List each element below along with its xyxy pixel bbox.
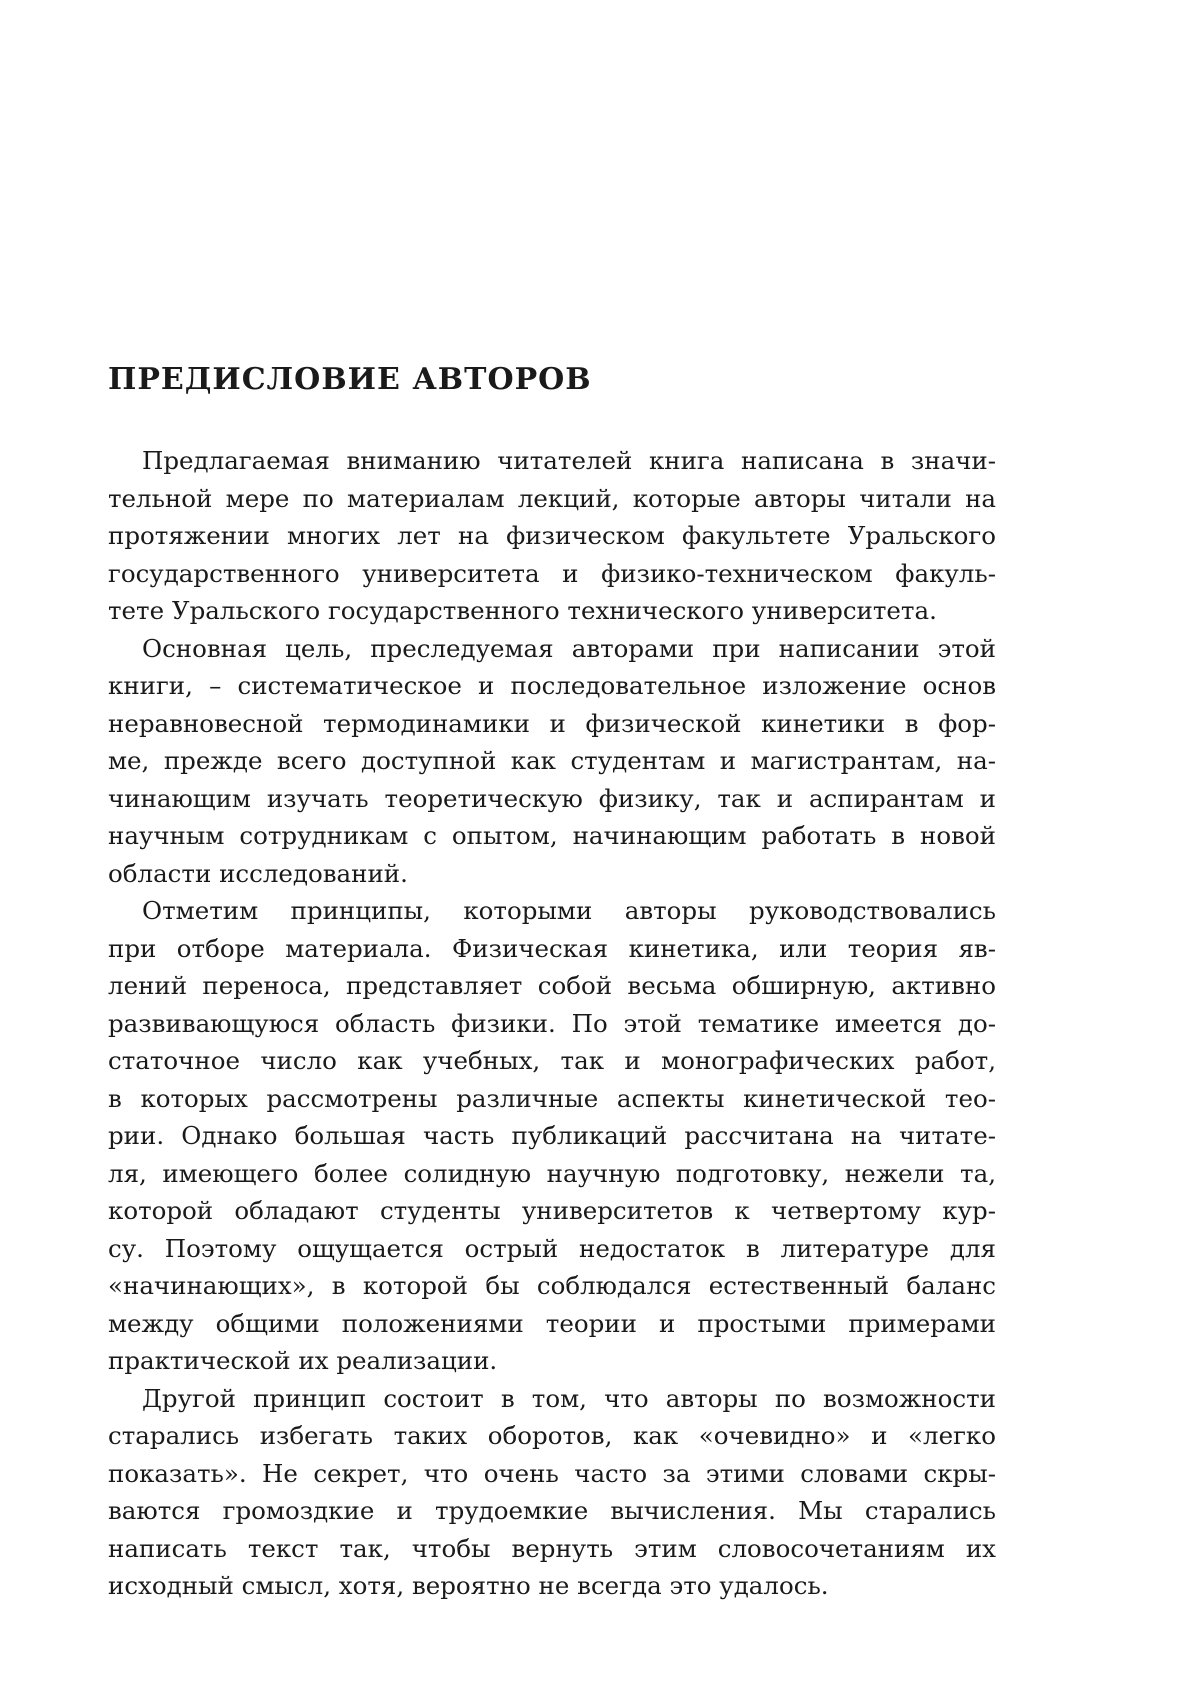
text-line: которой обладают студенты университетов к четвертому кур- (108, 1196, 996, 1225)
text-line: су. Поэтому ощущается острый недостаток в литературе для (108, 1233, 996, 1263)
body-text (108, 442, 996, 1605)
text-line: в которых рассмотрены различные аспекты кинетической тео- (108, 1083, 996, 1113)
text-line: исходный смысл, хотя, вероятно не всегда это удалось. (108, 1571, 829, 1600)
paragraph (108, 630, 996, 893)
text-line: Другой принцип состоит в том, что авторы по возможности (142, 1383, 996, 1413)
text-line: тельной мере по материалам лекций, которые авторы читали на (108, 483, 996, 513)
text-line: области исследований. (108, 858, 408, 888)
paragraph (108, 892, 996, 1380)
text-line: тете Уральского государственного технического университета. (108, 596, 937, 625)
text-line: государственного университета и физико-техническом факуль- (108, 558, 996, 588)
text-line: неравновесной термодинамики и физической кинетики в фор- (108, 708, 996, 738)
text-line: ме, прежде всего доступной как студентам и магистрантам, на- (108, 746, 996, 775)
text-line: показать». Не секрет, что очень часто за этими словами скры- (108, 1458, 996, 1488)
text-line: чинающим изучать теоретическую физику, так и аспирантам и (108, 783, 996, 813)
text-line: протяжении многих лет на физическом факультете Уральского (108, 521, 996, 550)
text-line: «начинающих», в которой бы соблюдался естественный баланс (108, 1271, 996, 1300)
text-line: Основная цель, преследуемая авторами при написании этой (142, 633, 996, 663)
text-line: ля, имеющего более солидную научную подготовку, нежели та, (108, 1158, 996, 1188)
page-content (108, 362, 996, 1605)
text-line: Предлагаемая вниманию читателей книга написана в значи- (142, 446, 996, 475)
text-line: лений переноса, представляет собой весьма обширную, активно (108, 971, 996, 1000)
page-title: ПРЕДИСЛОВИЕ АВТОРОВ (108, 362, 592, 397)
paragraph (108, 442, 996, 630)
text-line: написать текст так, чтобы вернуть этим словосочетаниям их (108, 1533, 996, 1563)
paragraph (108, 1380, 996, 1605)
text-line: развивающуюся область физики. По этой тематике имеется до- (108, 1008, 996, 1038)
text-line: статочное число как учебных, так и монографических работ, (108, 1046, 996, 1075)
text-line: ваются громоздкие и трудоемкие вычисления. Мы старались (108, 1496, 996, 1525)
text-line: старались избегать таких оборотов, как «очевидно» и «легко (108, 1421, 996, 1450)
text-line: практической их реализации. (108, 1346, 498, 1375)
text-line: рии. Однако большая часть публикаций рассчитана на читате- (108, 1121, 996, 1150)
text-line: при отборе материала. Физическая кинетика, или теория яв- (108, 933, 996, 963)
text-line: научным сотрудникам с опытом, начинающим работать в новой (108, 821, 996, 850)
text-line: между общими положениями теории и простыми примерами (108, 1308, 996, 1338)
text-line: книги, – систематическое и последовательное изложение основ (108, 671, 996, 700)
text-line: Отметим принципы, которыми авторы руководствовались (142, 896, 996, 925)
